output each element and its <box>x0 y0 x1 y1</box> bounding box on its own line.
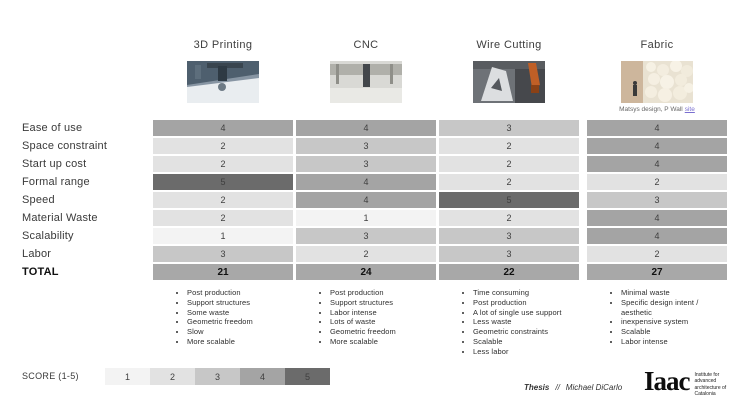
iaac-logo-subtitle: Institute for advanced architecture of Catalonia <box>694 372 727 397</box>
criteria-row-start-up-cost <box>22 156 727 172</box>
header-label-spacer <box>22 34 150 120</box>
score-cell-wire-cutting-speed: 5 <box>439 192 579 208</box>
credits-separator: // <box>555 383 560 392</box>
criteria-row-labor <box>22 246 727 262</box>
legend-swatch-4: 4 <box>240 368 285 385</box>
notes-3d-printing <box>153 288 293 347</box>
notes-fabric <box>587 288 727 347</box>
score-cell-3d-printing-speed: 2 <box>153 192 293 208</box>
credits <box>524 383 622 392</box>
score-cell-cnc-start-up-cost: 3 <box>296 156 436 172</box>
score-cell-3d-printing-ease-of-use: 4 <box>153 120 293 136</box>
image-caption-link[interactable]: site <box>684 106 695 113</box>
note-item: • Geometric freedom <box>187 317 283 327</box>
score-cell-wire-cutting-ease-of-use: 3 <box>439 120 579 136</box>
score-cell-fabric-formal-range: 2 <box>587 174 727 190</box>
score-cell-wire-cutting-labor: 3 <box>439 246 579 262</box>
note-item: • A lot of single use support <box>473 308 569 318</box>
score-cell-cnc-speed: 4 <box>296 192 436 208</box>
fabric-wall-photo <box>621 61 693 103</box>
score-cell-cnc-labor: 2 <box>296 246 436 262</box>
column-header-wire-cutting <box>439 34 579 120</box>
row-label-space-constraint: Space constraint <box>22 140 108 152</box>
note-item: • Specific design intent / aesthetic <box>621 298 717 318</box>
note-item: • Lots of waste <box>330 317 426 327</box>
note-item: • Less waste <box>473 317 569 327</box>
column-title-wire-cutting: Wire Cutting <box>476 39 542 51</box>
column-title-cnc: CNC <box>353 39 379 51</box>
criteria-row-space-constraint <box>22 138 727 154</box>
comparison-table <box>22 34 727 356</box>
criteria-row-formal-range <box>22 174 727 190</box>
note-item: • Slow <box>187 327 283 337</box>
note-item: • More scalable <box>187 337 283 347</box>
column-title-fabric: Fabric <box>640 39 674 51</box>
3d-printer-photo <box>187 61 259 103</box>
criteria-row-scalability <box>22 228 727 244</box>
note-item: • Scalable <box>473 337 569 347</box>
legend-swatch-2: 2 <box>150 368 195 385</box>
score-cell-wire-cutting-start-up-cost: 2 <box>439 156 579 172</box>
score-cell-fabric-speed: 3 <box>587 192 727 208</box>
note-item: • Scalable <box>621 327 717 337</box>
row-label-material-waste: Material Waste <box>22 212 98 224</box>
notes-list-cnc <box>320 288 426 347</box>
row-label-ease-of-use: Ease of use <box>22 122 83 134</box>
note-item: • Labor intense <box>621 337 717 347</box>
criteria-row-speed <box>22 192 727 208</box>
table-header-row <box>22 34 727 120</box>
iaac-logo <box>644 366 727 397</box>
score-cell-fabric-ease-of-use: 4 <box>587 120 727 136</box>
image-caption-text: Matsys design, P Wall <box>619 106 683 113</box>
notes-wire-cutting <box>439 288 579 356</box>
iaac-logo-text: Iaac <box>644 366 690 396</box>
image-caption <box>619 106 695 113</box>
score-cell-fabric-material-waste: 4 <box>587 210 727 226</box>
total-cell-fabric: 27 <box>587 264 727 280</box>
criteria-row-ease-of-use <box>22 120 727 136</box>
score-cell-3d-printing-scalability: 1 <box>153 228 293 244</box>
score-cell-wire-cutting-space-constraint: 2 <box>439 138 579 154</box>
note-item: • Support structures <box>187 298 283 308</box>
score-cell-wire-cutting-scalability: 3 <box>439 228 579 244</box>
score-cell-wire-cutting-material-waste: 2 <box>439 210 579 226</box>
row-label-start-up-cost: Start up cost <box>22 158 87 170</box>
criteria-row-material-waste <box>22 210 727 226</box>
note-item: • inexpensive system <box>621 317 717 327</box>
score-cell-wire-cutting-formal-range: 2 <box>439 174 579 190</box>
score-cell-3d-printing-material-waste: 2 <box>153 210 293 226</box>
score-cell-3d-printing-formal-range: 5 <box>153 174 293 190</box>
legend-swatch-3: 3 <box>195 368 240 385</box>
note-item: • Less labor <box>473 347 569 357</box>
notes-list-fabric <box>611 288 717 347</box>
score-cell-fabric-space-constraint: 4 <box>587 138 727 154</box>
column-header-cnc <box>296 34 436 120</box>
note-item: • Time consuming <box>473 288 569 298</box>
note-item: • Support structures <box>330 298 426 308</box>
row-label-scalability: Scalability <box>22 230 74 242</box>
author-name: Michael DiCarlo <box>565 383 623 392</box>
legend-swatch-5: 5 <box>285 368 330 385</box>
column-header-fabric <box>587 34 727 120</box>
total-label: TOTAL <box>22 266 59 278</box>
note-item: • Some waste <box>187 308 283 318</box>
score-cell-cnc-formal-range: 4 <box>296 174 436 190</box>
score-cell-3d-printing-space-constraint: 2 <box>153 138 293 154</box>
note-item: • Post production <box>187 288 283 298</box>
score-cell-cnc-ease-of-use: 4 <box>296 120 436 136</box>
note-item: • Labor intense <box>330 308 426 318</box>
score-cell-fabric-start-up-cost: 4 <box>587 156 727 172</box>
note-item: • Post production <box>330 288 426 298</box>
column-header-3d-printing <box>153 34 293 120</box>
note-item: • Geometric constraints <box>473 327 569 337</box>
column-title-3d-printing: 3D Printing <box>193 39 253 51</box>
score-legend-label: SCORE (1-5) <box>22 371 79 381</box>
total-cell-cnc: 24 <box>296 264 436 280</box>
row-label-speed: Speed <box>22 194 55 206</box>
notes-row <box>22 288 727 356</box>
score-legend <box>105 368 330 385</box>
thesis-label: Thesis <box>524 383 550 392</box>
score-cell-cnc-scalability: 3 <box>296 228 436 244</box>
note-item: • More scalable <box>330 337 426 347</box>
wire-cutting-robot-photo <box>473 61 545 103</box>
notes-cnc <box>296 288 436 347</box>
note-item: • Geometric freedom <box>330 327 426 337</box>
total-row <box>22 264 727 280</box>
notes-list-wire-cutting <box>463 288 569 356</box>
score-cell-cnc-material-waste: 1 <box>296 210 436 226</box>
notes-list-3d-printing <box>177 288 283 347</box>
total-cell-wire-cutting: 22 <box>439 264 579 280</box>
note-item: • Post production <box>473 298 569 308</box>
legend-swatch-1: 1 <box>105 368 150 385</box>
note-item: • Minimal waste <box>621 288 717 298</box>
total-cell-3d-printing: 21 <box>153 264 293 280</box>
score-cell-3d-printing-start-up-cost: 2 <box>153 156 293 172</box>
score-cell-3d-printing-labor: 3 <box>153 246 293 262</box>
row-label-labor: Labor <box>22 248 52 260</box>
score-cell-cnc-space-constraint: 3 <box>296 138 436 154</box>
row-label-formal-range: Formal range <box>22 176 90 188</box>
score-cell-fabric-labor: 2 <box>587 246 727 262</box>
score-cell-fabric-scalability: 4 <box>587 228 727 244</box>
cnc-machine-photo <box>330 61 402 103</box>
